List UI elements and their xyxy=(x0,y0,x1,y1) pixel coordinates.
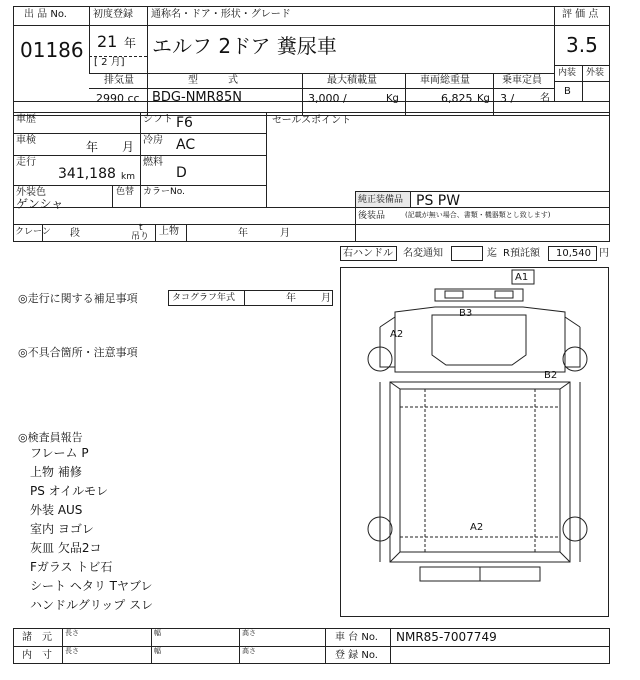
handle: 右ハンドル xyxy=(343,248,393,259)
damage-mark-a2-cab: A2 xyxy=(390,329,404,340)
score: 3.5 xyxy=(566,33,598,57)
first-reg-month: [ 2 月] xyxy=(94,57,125,68)
inner-length-label: 長さ xyxy=(65,647,79,655)
history-label: 車歴 xyxy=(16,114,36,125)
capacity: 3 / xyxy=(500,92,515,105)
inspector-line-5: 室内 ヨゴレ xyxy=(30,522,94,536)
gross-weight-label: 車両総重量 xyxy=(420,75,470,86)
max-load-label: 最大積載量 xyxy=(327,75,377,86)
car-name-label: 通称名・ドア・形状・グレード xyxy=(151,9,291,20)
tacho-year-label: 年 xyxy=(286,293,296,304)
max-load: 3,000 / xyxy=(308,92,347,105)
until-label: 迄 xyxy=(487,248,497,259)
inspector-line-9: ハンドルグリップ スレ xyxy=(30,598,154,612)
chassis-no: NMR85-7007749 xyxy=(396,630,497,644)
width-label: 幅 xyxy=(154,629,161,637)
damage-mark-b2: B2 xyxy=(544,370,558,381)
body-month-label: 月 xyxy=(280,228,290,239)
ac: AC xyxy=(176,137,196,153)
inspection-month: 月 xyxy=(122,140,135,154)
inspector-line-4: 外装 AUS xyxy=(30,503,83,517)
inspector-line-3: PS オイルモレ xyxy=(30,484,109,498)
length-label: 長さ xyxy=(65,629,79,637)
color-change-label: 色替 xyxy=(116,187,135,197)
interior-grade: B xyxy=(564,86,571,97)
mileage-label: 走行 xyxy=(16,157,36,168)
inspector-line-7: Fガラス トビ石 xyxy=(30,560,113,574)
inspector-report-label: ◎検査員報告 xyxy=(18,431,83,444)
aftermarket-note: (記載が無い場合、書類・機器類とし致します) xyxy=(405,211,551,219)
crane-label: クレーン xyxy=(15,227,51,237)
inspector-line-8: シート ヘタリ Tヤブレ xyxy=(30,579,153,593)
ac-label: 冷房 xyxy=(143,135,163,146)
mileage: 341,188 xyxy=(58,166,116,182)
inspector-line-2: 上物 補修 xyxy=(30,465,82,479)
sales-point-label: セールスポイント xyxy=(272,115,352,126)
car-name: エルフ 2ドア 糞尿車 xyxy=(152,34,337,58)
interior-label: 内装 xyxy=(558,68,577,78)
inner-height-label: 高さ xyxy=(242,647,256,655)
first-reg-year: 21 xyxy=(97,32,118,51)
registration-label: 登 録 No. xyxy=(335,650,378,661)
recycle-amount: 10,540 xyxy=(556,248,591,259)
fuel-label: 燃料 xyxy=(143,157,163,168)
chassis-label: 車 台 No. xyxy=(335,632,378,643)
height-label: 高さ xyxy=(242,629,256,637)
damage-mark-a2-body: A2 xyxy=(470,522,484,533)
ext-color-label: 外装色 xyxy=(16,187,46,198)
inspector-line-1: フレーム P xyxy=(30,446,89,460)
name-change-field xyxy=(451,246,483,261)
body-year-label: 年 xyxy=(238,228,248,239)
yen-label: 円 xyxy=(599,248,609,259)
inspection-label: 車検 xyxy=(16,135,36,146)
ext-color: ゲンシャ xyxy=(16,197,64,211)
inspection-year: 年 xyxy=(86,140,99,154)
lot-no: 01186 xyxy=(20,38,84,62)
gross-weight-unit: Kg xyxy=(477,93,490,104)
defects-label: ◎不具合箇所・注意事項 xyxy=(18,346,138,359)
shift: F6 xyxy=(176,115,193,131)
max-load-unit: Kg xyxy=(386,93,399,104)
color-no-label: カラーNo. xyxy=(143,187,185,197)
exterior-label: 外装 xyxy=(586,68,605,78)
model: BDG-NMR85N xyxy=(152,90,242,105)
inner-width-label: 幅 xyxy=(154,647,161,655)
mileage-unit: km xyxy=(121,172,135,182)
body-label: 上物 xyxy=(159,226,179,237)
ton-label: t xyxy=(139,223,143,233)
damage-mark-a1: A1 xyxy=(515,272,529,283)
model-label: 型 式 xyxy=(188,75,238,86)
tachograph-label: タコグラフ年式 xyxy=(172,293,236,303)
first-reg-label: 初度登録 xyxy=(93,9,133,20)
tacho-month-label: 月 xyxy=(321,293,331,304)
dan-label: 段 xyxy=(70,228,80,239)
interior-dims-label: 内 寸 xyxy=(22,650,52,661)
score-label: 評 価 点 xyxy=(562,9,599,20)
displacement: 2990 cc xyxy=(96,92,140,105)
inspector-line-6: 灰皿 欠品2コ xyxy=(30,541,102,555)
aftermarket-label: 後装品 xyxy=(358,211,386,221)
lot-no-label: 出 品 No. xyxy=(24,9,67,20)
recycle-label: R預託額 xyxy=(503,248,540,259)
capacity-label: 乗車定員 xyxy=(502,75,542,86)
equipment-label: 純正装備品 xyxy=(358,195,404,205)
displacement-label: 排気量 xyxy=(104,75,134,86)
equipment: PS PW xyxy=(416,193,461,209)
gross-weight: 6,825 xyxy=(441,92,473,105)
capacity-unit: 名 xyxy=(540,93,550,104)
damage-mark-b3: B3 xyxy=(459,308,473,319)
truck-diagram xyxy=(340,267,609,617)
shift-label: シフト xyxy=(143,114,173,125)
tsuri-label: 吊り xyxy=(131,232,150,242)
driving-notes-label: ◎走行に関する補足事項 xyxy=(18,292,138,305)
name-change-label: 名変通知 xyxy=(403,248,443,259)
dims-label: 諸 元 xyxy=(22,632,52,643)
fuel: D xyxy=(176,165,187,181)
year-label: 年 xyxy=(124,36,137,50)
